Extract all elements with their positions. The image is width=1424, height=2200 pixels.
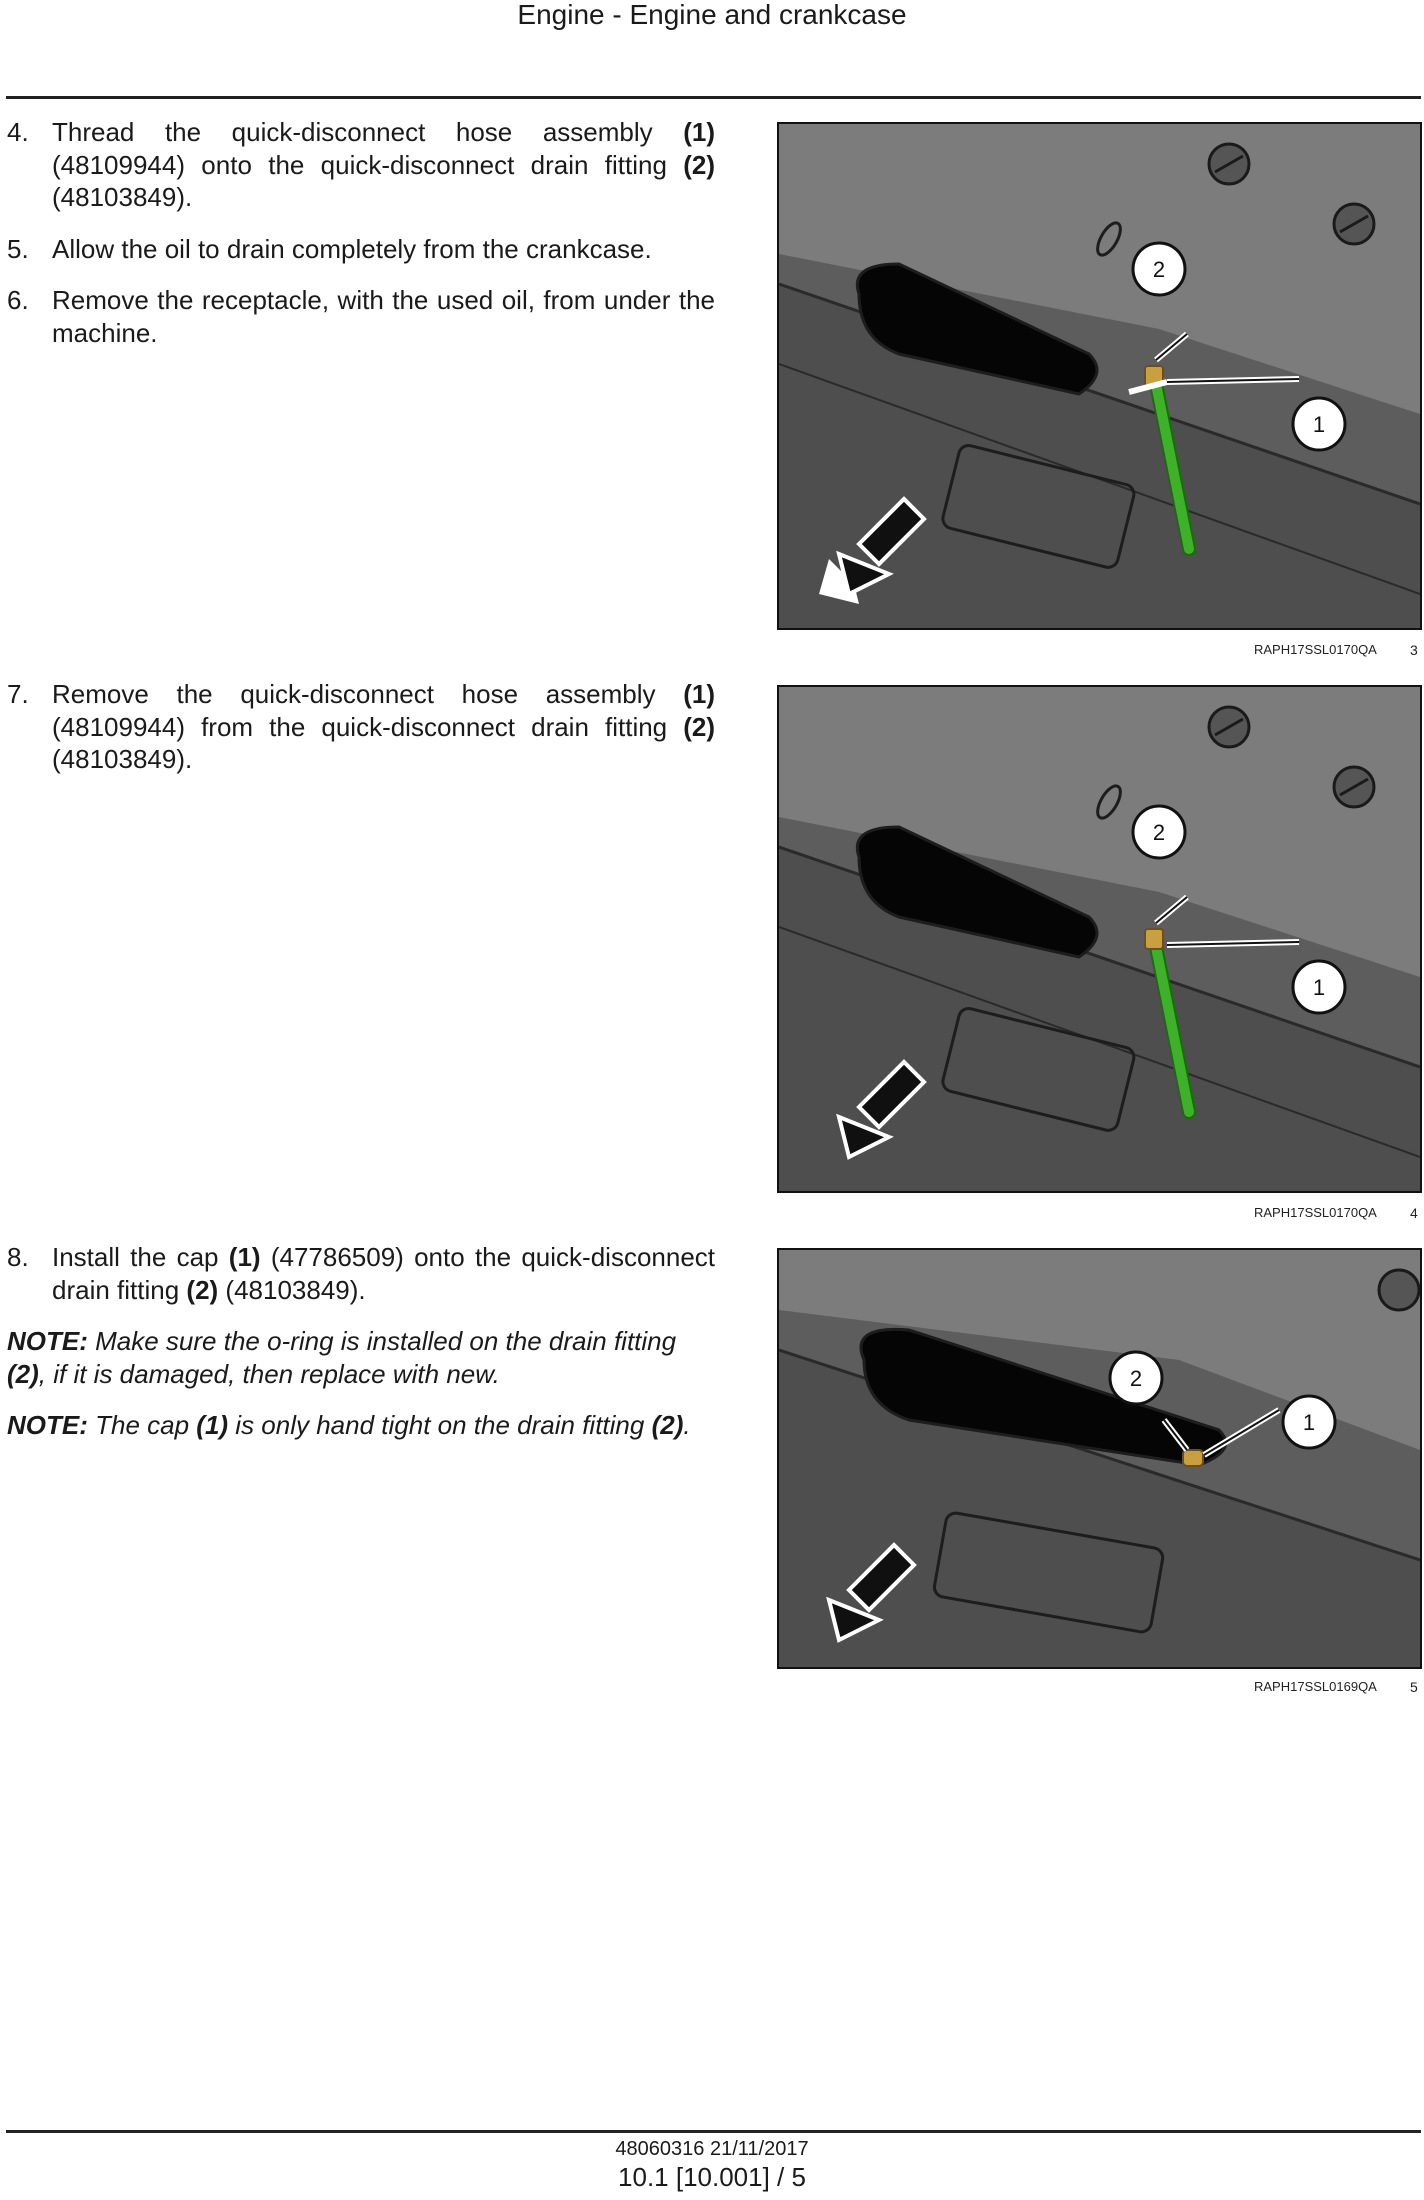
step-number: 8. — [7, 1242, 29, 1272]
reference-number: (1) — [196, 1410, 229, 1440]
steps-list-c — [7, 1241, 715, 1306]
step-number: 6. — [7, 285, 29, 315]
figure-4 — [777, 685, 1422, 1193]
page-header-title: Engine - Engine and crankcase — [517, 0, 907, 30]
steps-group-a — [7, 116, 715, 368]
procedure-step — [7, 284, 715, 349]
step-number: 7. — [7, 679, 29, 709]
text-run: , if it is damaged, then replace with new. — [38, 1358, 500, 1389]
notes-list-c — [7, 1325, 715, 1442]
text-run: . — [683, 1410, 691, 1440]
callout-1: 1 — [1302, 1410, 1316, 1435]
callout-2: 2 — [1129, 1366, 1143, 1391]
callout-2: 2 — [1152, 257, 1166, 282]
footer-rule — [6, 2130, 1421, 2133]
figure-3-illustration — [779, 124, 1420, 628]
procedure-step — [7, 678, 715, 776]
text-run: (48103849). — [218, 1274, 366, 1305]
text-run: (48103849). — [52, 182, 193, 212]
reference-number: (2) — [186, 1274, 219, 1305]
note — [7, 1325, 715, 1390]
step-number: 4. — [7, 117, 29, 147]
text-run: Remove the receptacle, with the used oil, from under the machine. — [52, 285, 715, 348]
footer-doc-id: 48060316 21/11/2017 — [615, 2138, 809, 2160]
reference-number: (2) — [683, 149, 715, 180]
drain-cap — [1183, 1450, 1203, 1466]
reference-number: (2) — [7, 1358, 39, 1389]
figure-3-caption: RAPH17SSL0170QA — [1254, 642, 1377, 657]
figure-3 — [777, 122, 1422, 630]
figure-4-illustration — [779, 687, 1420, 1191]
header-rule — [6, 96, 1421, 99]
figure-5-caption: RAPH17SSL0169QA — [1254, 1679, 1377, 1694]
text-run: Remove the quick-disconnect hose assembly — [52, 679, 684, 709]
reference-number: (1) — [683, 679, 715, 709]
text-run: (48109944) from the quick-disconnect drain fitting — [52, 711, 684, 742]
reference-number: (2) — [683, 711, 715, 742]
figure-5-number: 5 — [1410, 1679, 1418, 1695]
note — [7, 1409, 715, 1442]
text-run: The cap — [87, 1410, 197, 1440]
text-run: Thread the quick-disconnect hose assembly — [52, 117, 684, 147]
reference-number: (2) — [651, 1410, 684, 1440]
footer-page-ref: 10.1 [10.001] / 5 — [618, 2162, 806, 2192]
figure-3-number: 3 — [1410, 642, 1418, 658]
procedure-step — [7, 116, 715, 214]
steps-group-c — [7, 1241, 715, 1461]
reference-number: (1) — [683, 117, 715, 147]
text-run: (48109944) onto the quick-disconnect drain fitting — [52, 149, 684, 180]
figure-5-illustration — [779, 1250, 1420, 1667]
procedure-step — [7, 1241, 715, 1306]
callout-1: 1 — [1312, 975, 1326, 1000]
text-run: Install the cap — [52, 1242, 229, 1272]
procedure-step — [7, 233, 715, 266]
callout-1: 1 — [1312, 412, 1326, 437]
callout-2: 2 — [1152, 820, 1166, 845]
text-run: Make sure the o-ring is installed on the drain fitting — [87, 1326, 677, 1356]
drain-fitting — [1145, 929, 1163, 949]
figure-5 — [777, 1248, 1422, 1669]
text-run: (47786509) onto the quick-disconnect drain fitting — [52, 1242, 716, 1305]
note-label: NOTE: — [7, 1410, 88, 1440]
figure-4-number: 4 — [1410, 1205, 1418, 1221]
text-run: (48103849). — [52, 744, 193, 774]
text-run: Allow the oil to drain completely from the crankcase. — [52, 233, 652, 264]
figure-4-caption: RAPH17SSL0170QA — [1254, 1205, 1377, 1220]
steps-group-b — [7, 678, 715, 795]
reference-number: (1) — [228, 1242, 261, 1272]
text-run: is only hand tight on the drain fitting — [228, 1410, 652, 1440]
note-label: NOTE: — [7, 1326, 88, 1356]
step-number: 5. — [7, 233, 29, 264]
